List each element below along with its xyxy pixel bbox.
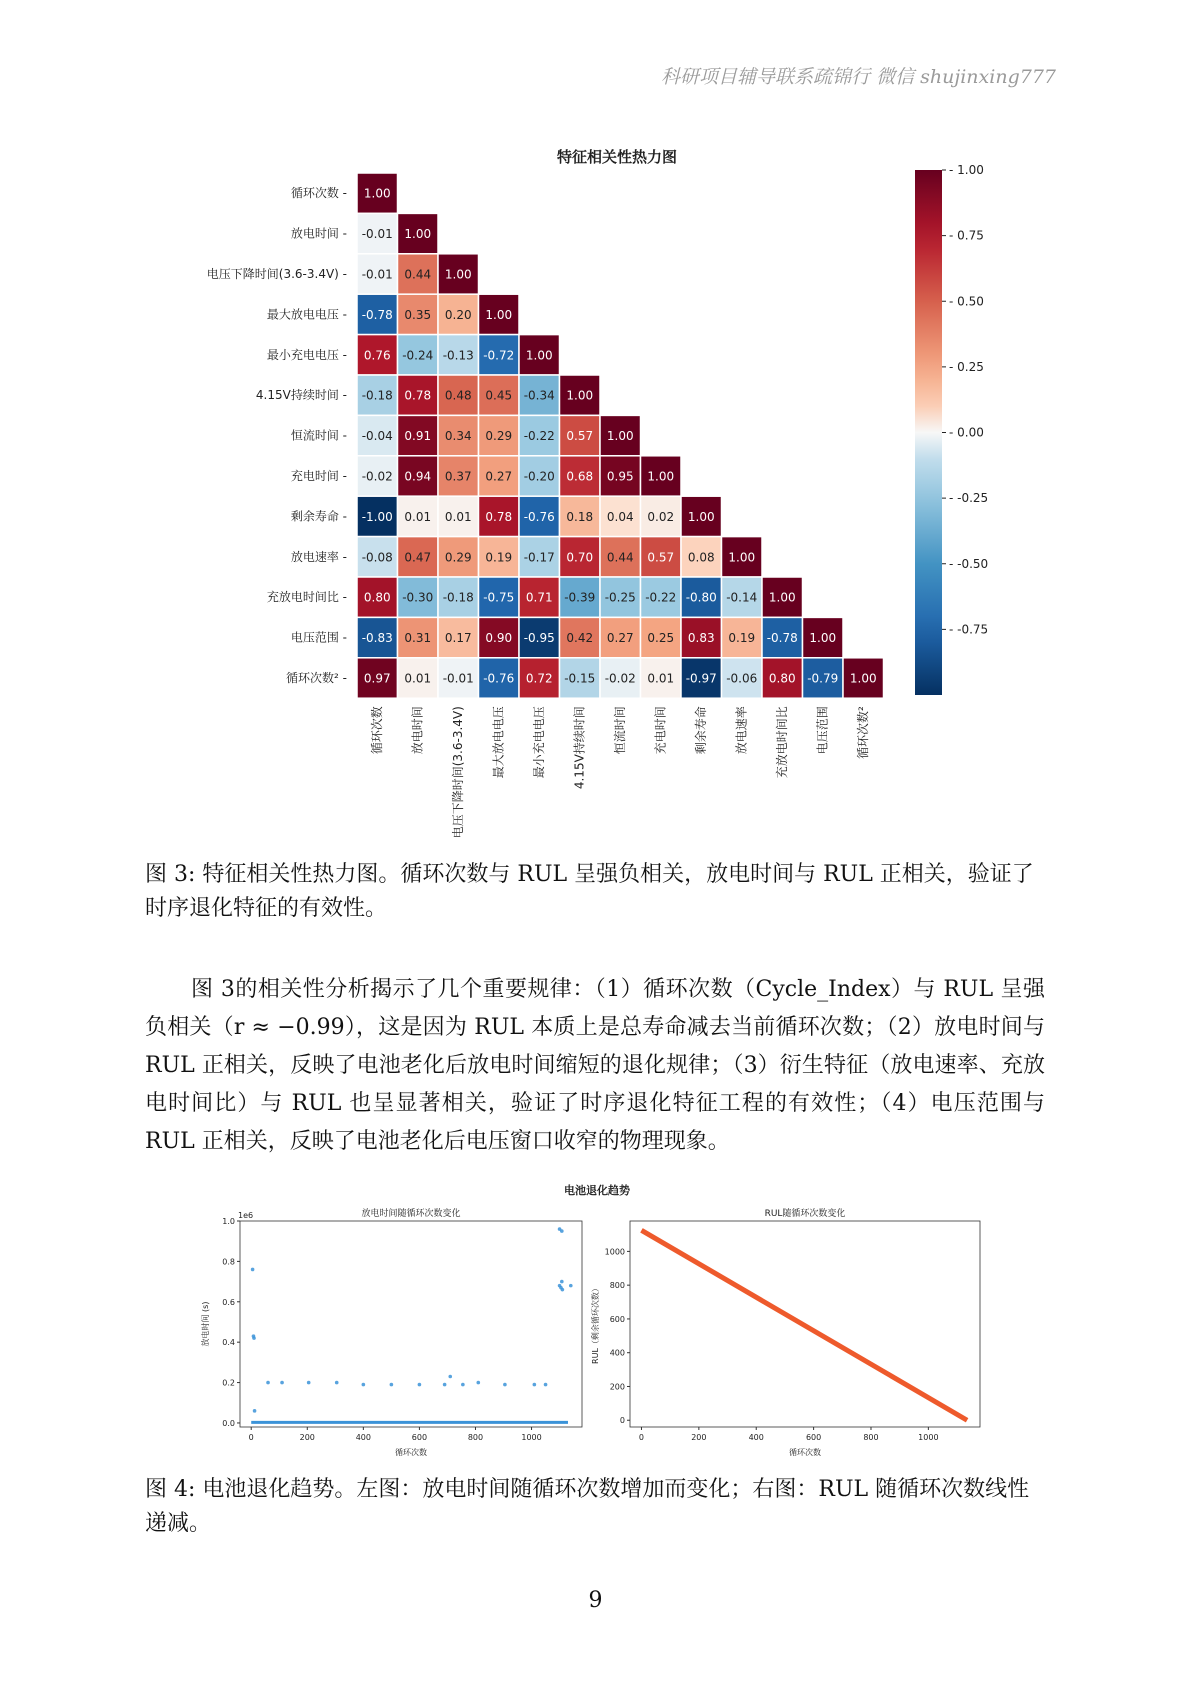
x-tick-label: 600 xyxy=(411,1433,428,1442)
heatmap-cell-value: 0.44 xyxy=(404,267,432,282)
heatmap-cell-value: -0.78 xyxy=(766,631,798,646)
scatter-point xyxy=(533,1383,537,1387)
heatmap-row-label: 剩余寿命 - xyxy=(290,509,347,524)
heatmap-cell-value: 1.00 xyxy=(566,388,594,403)
heatmap-col-label: 充电时间 xyxy=(653,706,668,755)
scatter-point xyxy=(280,1381,284,1385)
x-tick-label: 800 xyxy=(863,1433,879,1442)
heatmap-cell-value: -0.79 xyxy=(807,671,839,686)
y-tick-label: 1.0 xyxy=(222,1217,235,1226)
scatter-point xyxy=(266,1381,270,1385)
heatmap-col-label: 放电速率 xyxy=(734,706,749,755)
page-header: 科研项目辅导联系疏锦行 微信 shujinxing777 xyxy=(661,66,1056,88)
scatter-point xyxy=(253,1409,257,1413)
y-tick-label: 0.2 xyxy=(222,1378,235,1388)
heatmap-cell-value: 0.27 xyxy=(485,469,513,484)
x-tick-label: 0 xyxy=(638,1433,645,1442)
heatmap-cell-value: -0.39 xyxy=(564,590,596,605)
heatmap-cell-value: 1.00 xyxy=(444,267,472,282)
heatmap-cell-value: -0.01 xyxy=(442,671,474,686)
scatter-point xyxy=(362,1383,366,1387)
heatmap-cell-value: -0.22 xyxy=(523,429,555,444)
heatmap-cell-value: 1.00 xyxy=(768,590,796,605)
scatter-point xyxy=(544,1383,548,1387)
heatmap-col-label: 最大放电电压 xyxy=(491,706,506,779)
heatmap-cell-value: -1.00 xyxy=(361,509,393,524)
heatmap-row-label: 充电时间 - xyxy=(290,469,347,483)
heatmap-col-label: 电压范围 xyxy=(815,706,830,755)
colorbar-tick-label: - -0.25 xyxy=(949,491,989,506)
heatmap-cell-value: 0.97 xyxy=(363,671,391,686)
heatmap-cell-value: -0.18 xyxy=(442,590,474,605)
heatmap-col-label: 电压下降时间(3.6-3.4V) xyxy=(451,706,466,839)
heatmap-cell-value: -0.01 xyxy=(361,227,393,242)
scatter-point xyxy=(503,1383,507,1387)
colorbar-tick-label: - 0.00 xyxy=(949,425,984,440)
colorbar-tick-label: - -0.50 xyxy=(949,556,989,571)
heatmap-cell-value: -0.25 xyxy=(604,590,636,605)
y-tick-label: 600 xyxy=(609,1314,625,1324)
colorbar-tick-label: - 0.25 xyxy=(949,359,984,374)
heatmap-cell-value: 0.35 xyxy=(404,307,432,322)
heatmap-cell-value: 0.68 xyxy=(566,469,594,484)
y-tick-label: 400 xyxy=(609,1348,625,1358)
heatmap-cell-value: -0.83 xyxy=(361,631,393,646)
heatmap-cell-value: 0.01 xyxy=(404,671,432,686)
plot-frame xyxy=(240,1221,582,1427)
heatmap-cell-value: -0.95 xyxy=(523,631,555,646)
heatmap-cell-value: 0.17 xyxy=(444,631,472,646)
heatmap-cell-value: -0.72 xyxy=(483,348,515,363)
heatmap-cell-value: 1.00 xyxy=(485,307,513,322)
plot-xlabel: 循环次数 xyxy=(395,1448,427,1457)
heatmap-cell-value: -0.30 xyxy=(402,590,434,605)
heatmap-cell-value: 0.18 xyxy=(566,509,594,524)
heatmap-cell-value: 0.01 xyxy=(647,671,675,686)
heatmap-cell-value: 0.76 xyxy=(363,348,391,363)
heatmap-cell-value: -0.13 xyxy=(442,348,474,363)
y-tick-label: 1000 xyxy=(604,1247,625,1257)
y-tick-label: 0.0 xyxy=(222,1418,235,1428)
heatmap-cell-value: -0.02 xyxy=(361,469,393,484)
heatmap-col-label: 放电时间 xyxy=(410,706,425,755)
heatmap-row-label: 电压下降时间(3.6-3.4V) - xyxy=(206,267,347,281)
y-tick-label: 800 xyxy=(609,1281,625,1291)
plot-title: 放电时间随循环次数变化 xyxy=(361,1209,461,1219)
scatter-point xyxy=(561,1288,565,1292)
scatter-point xyxy=(390,1383,394,1387)
plot-scale-label: 1e6 xyxy=(238,1211,254,1220)
heatmap-cell-value: -0.75 xyxy=(483,590,515,605)
heatmap-row-label: 循环次数² - xyxy=(286,671,347,685)
heatmap-cell-value: 1.00 xyxy=(525,348,553,363)
heatmap-cell-value: -0.76 xyxy=(483,671,515,686)
heatmap-cell-value: 0.34 xyxy=(444,429,472,444)
x-tick-label: 800 xyxy=(467,1433,484,1442)
y-tick-label: 0.8 xyxy=(222,1257,235,1267)
scatter-point xyxy=(251,1268,255,1272)
heatmap-cell-value: -0.14 xyxy=(726,590,758,605)
heatmap-cell-value: 1.00 xyxy=(728,550,756,565)
heatmap-cell-value: -0.97 xyxy=(685,671,717,686)
heatmap-col-label: 剩余寿命 xyxy=(694,706,709,755)
heatmap-cell-value: 0.78 xyxy=(404,388,432,403)
heatmap-cell-value: 0.57 xyxy=(566,429,594,444)
heatmap-cell-value: 1.00 xyxy=(404,227,432,242)
heatmap-title: 特征相关性热力图 xyxy=(556,148,678,166)
heatmap-cell-value: -0.17 xyxy=(523,550,555,565)
figure3-caption: 图 3: 特征相关性热力图。循环次数与 RUL 呈强负相关，放电时间与 RUL 正相关，验证了时序退化特征的有效性。 xyxy=(145,862,1034,921)
heatmap-col-label: 恒流时间 xyxy=(613,706,628,755)
heatmap-cell-value: 0.01 xyxy=(444,509,472,524)
scatter-point xyxy=(560,1280,564,1284)
heatmap-cell-value: 0.91 xyxy=(404,429,432,444)
page-number: 9 xyxy=(588,1588,603,1613)
heatmap-row-label: 放电时间 - xyxy=(290,226,347,241)
colorbar-tick-label: - 0.75 xyxy=(949,228,984,243)
plot-xlabel: 循环次数 xyxy=(789,1448,821,1457)
figure4-caption: 图 4: 电池退化趋势。左图：放电时间随循环次数增加而变化；右图：RUL 随循环次数线性递减。 xyxy=(145,1477,1030,1536)
heatmap-row-label: 4.15V持续时间 - xyxy=(255,388,347,403)
heatmap-cell-value: 1.00 xyxy=(687,509,715,524)
heatmap-row-label: 恒流时间 - xyxy=(290,428,347,443)
heatmap-row-label: 循环次数 - xyxy=(290,186,347,201)
heatmap-cell-value: 0.29 xyxy=(485,429,513,444)
plot-ylabel: 放电时间 (s) xyxy=(201,1301,210,1347)
scatter-point xyxy=(252,1336,256,1340)
heatmap-cell-value: -0.22 xyxy=(645,590,677,605)
heatmap-cell-value: 0.80 xyxy=(768,671,796,686)
heatmap-cell-value: 0.02 xyxy=(647,509,675,524)
heatmap-row-label: 最大放电电压 - xyxy=(266,307,347,322)
heatmap-cell-value: 1.00 xyxy=(647,469,675,484)
heatmap-cell-value: 0.08 xyxy=(687,550,715,565)
heatmap-col-label: 最小充电电压 xyxy=(532,706,547,779)
body-paragraph: 图 3的相关性分析揭示了几个重要规律：（1）循环次数（Cycle_Index）与 RUL 呈强负相关（r ≈ −0.99），这是因为 RUL 本质上是总寿命减去当前循环次数；（2）放电时间与 RUL 正相关，反映了电池老化后放电时间缩短的退化规律；（3）衍生特征（放电速率、充放电时间比）与 RUL 也呈显著相关，验证了时序退化特征工程的有效性；（4）电压范围与 RUL 正相关，反映了电池老化后电压窗口收窄的物理现象。 xyxy=(145,977,1045,1154)
y-tick-label: 200 xyxy=(609,1382,625,1392)
heatmap-cell-value: 0.45 xyxy=(485,388,513,403)
heatmap-cell-value: 0.78 xyxy=(485,509,513,524)
heatmap-col-label: 循环次数 xyxy=(370,706,385,755)
heatmap-cell-value: 1.00 xyxy=(809,631,837,646)
plot-ylabel: RUL（剩余循环次数） xyxy=(591,1284,600,1364)
x-tick-label: 400 xyxy=(748,1433,764,1442)
x-tick-label: 1000 xyxy=(918,1433,939,1442)
heatmap-cell-value: 0.37 xyxy=(444,469,472,484)
heatmap-cell-value: -0.78 xyxy=(361,307,393,322)
scatter-point xyxy=(443,1383,447,1387)
heatmap-row-label: 充放电时间比 - xyxy=(266,590,347,605)
scatter-point xyxy=(307,1381,311,1385)
colorbar-tick-label: - 0.50 xyxy=(949,294,984,309)
x-tick-label: 1000 xyxy=(521,1433,542,1442)
x-tick-label: 0 xyxy=(248,1433,254,1442)
heatmap-cell-value: 0.57 xyxy=(647,550,675,565)
heatmap-cell-value: 0.27 xyxy=(606,631,634,646)
heatmap-cell-value: 0.44 xyxy=(606,550,634,565)
heatmap-cell-value: -0.02 xyxy=(604,671,636,686)
heatmap-cell-value: 1.00 xyxy=(606,429,634,444)
heatmap-cell-value: 0.31 xyxy=(404,631,432,646)
heatmap-col-label: 充放电时间比 xyxy=(775,706,790,779)
y-tick-label: 0 xyxy=(619,1416,625,1426)
heatmap-cell-value: -0.24 xyxy=(402,348,434,363)
heatmap-cell-value: 0.19 xyxy=(485,550,513,565)
scatter-point xyxy=(569,1284,573,1288)
heatmap-cell-value: 0.04 xyxy=(606,509,634,524)
heatmap-cell-value: -0.01 xyxy=(361,267,393,282)
heatmap-cell-value: -0.76 xyxy=(523,509,555,524)
heatmap-cell-value: -0.18 xyxy=(361,388,393,403)
heatmap-cell-value: 0.83 xyxy=(687,631,715,646)
x-tick-label: 200 xyxy=(691,1433,707,1442)
x-tick-label: 400 xyxy=(355,1433,371,1442)
heatmap-cell-value: 1.00 xyxy=(363,186,391,201)
heatmap-cell-value: 0.80 xyxy=(363,590,391,605)
heatmap-cell-value: 0.29 xyxy=(444,550,472,565)
colorbar-tick-label: - 1.00 xyxy=(949,163,984,177)
heatmap-row-label: 电压范围 - xyxy=(290,630,347,645)
heatmap-cell-value: -0.08 xyxy=(361,550,393,565)
heatmap-cell-value: -0.04 xyxy=(361,429,393,444)
heatmap-cell-value: 0.25 xyxy=(647,631,675,646)
x-tick-label: 200 xyxy=(299,1433,315,1442)
heatmap-cell-value: 0.94 xyxy=(404,469,432,484)
heatmap-cell-value: 0.20 xyxy=(444,307,472,322)
scatter-point xyxy=(335,1381,339,1385)
heatmap-row-label: 最小充电电压 - xyxy=(266,347,347,362)
scatter-point xyxy=(476,1381,480,1385)
scatter-point xyxy=(461,1383,465,1387)
heatmap-cell-value: 1.00 xyxy=(849,671,877,686)
heatmap-col-label: 4.15V持续时间 xyxy=(572,706,587,790)
heatmap-cell-value: -0.34 xyxy=(523,388,555,403)
heatmap-cell-value: 0.71 xyxy=(525,590,553,605)
scatter-point xyxy=(560,1229,564,1233)
heatmap-cell-value: 0.48 xyxy=(444,388,472,403)
y-tick-label: 0.6 xyxy=(222,1297,235,1307)
heatmap-cell-value: 0.70 xyxy=(566,550,594,565)
heatmap-row-label: 放电速率 - xyxy=(290,549,347,564)
heatmap-cell-value: -0.80 xyxy=(685,590,717,605)
scatter-point xyxy=(448,1375,452,1379)
x-tick-label: 600 xyxy=(805,1433,822,1442)
heatmap-cell-value: 0.01 xyxy=(404,509,432,524)
scatter-point xyxy=(418,1383,422,1387)
heatmap-cell-value: -0.20 xyxy=(523,469,555,484)
heatmap-cell-value: -0.15 xyxy=(564,671,596,686)
heatmap-cell-value: 0.47 xyxy=(404,550,432,565)
colorbar-tick-label: - -0.75 xyxy=(949,622,989,637)
plot-title: RUL随循环次数变化 xyxy=(764,1209,846,1219)
heatmap-cell-value: 0.72 xyxy=(525,671,553,686)
y-tick-label: 0.4 xyxy=(222,1338,235,1348)
trend-suptitle: 电池退化趋势 xyxy=(564,1184,630,1197)
heatmap-cell-value: 0.95 xyxy=(606,469,634,484)
heatmap-cell-value: 0.19 xyxy=(728,631,756,646)
heatmap-cell-value: 0.42 xyxy=(566,631,594,646)
heatmap-col-label: 循环次数² xyxy=(856,706,871,760)
heatmap-cell-value: -0.06 xyxy=(726,671,758,686)
heatmap-cell-value: 0.90 xyxy=(485,631,513,646)
